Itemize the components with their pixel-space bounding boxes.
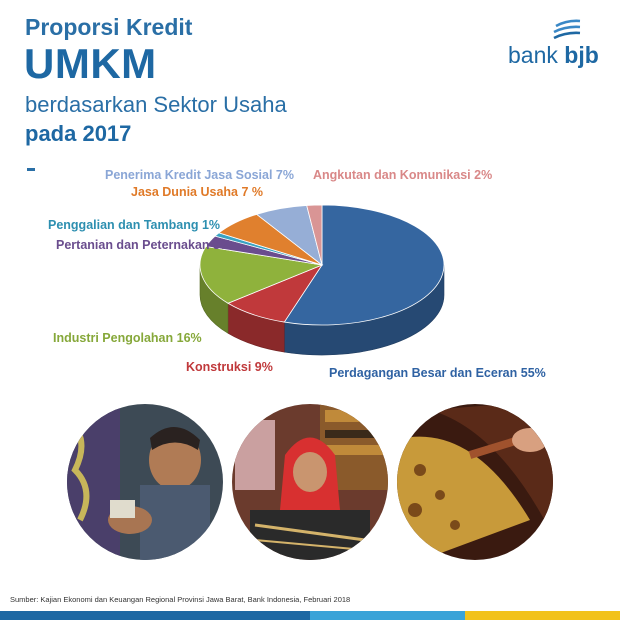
pie-label-4: Penggalian dan Tambang 1% — [48, 218, 221, 232]
pie-label-6: Penerima Kredit Jasa Sosial 7% — [105, 168, 294, 182]
photos-row — [0, 400, 620, 580]
pie-label-7: Angkutan dan Komunikasi 2% — [313, 168, 493, 182]
logo-text: bank bjb — [508, 42, 599, 68]
footer-bar-yellow — [465, 611, 620, 620]
artisan-jewelry-photo — [60, 400, 230, 570]
weaver-photo — [230, 400, 390, 570]
title-line-3: berdasarkan Sektor Usaha — [25, 92, 287, 117]
batik-photo — [395, 400, 555, 570]
pie-label-5: Jasa Dunia Usaha 7 % — [131, 185, 264, 199]
pie-label-3: Pertanian dan Peternakan 3% — [56, 238, 232, 252]
footer-bar-lightblue — [310, 611, 465, 620]
title-line-1: Proporsi Kredit — [25, 14, 193, 40]
pie-label-0: Perdagangan Besar dan Eceran 55% — [329, 366, 546, 380]
title-line-4: pada 2017 — [25, 121, 132, 146]
pie-label-1: Konstruksi 9% — [186, 360, 273, 374]
title-line-2: UMKM — [24, 40, 157, 87]
source-note: Sumber: Kajian Ekonomi dan Keuangan Regional Provinsi Jawa Barat, Bank Indonesia, Februari 2018 — [10, 595, 351, 604]
pie-label-2: Industri Pengolahan 16% — [53, 331, 202, 345]
footer-bar-blue — [0, 611, 310, 620]
